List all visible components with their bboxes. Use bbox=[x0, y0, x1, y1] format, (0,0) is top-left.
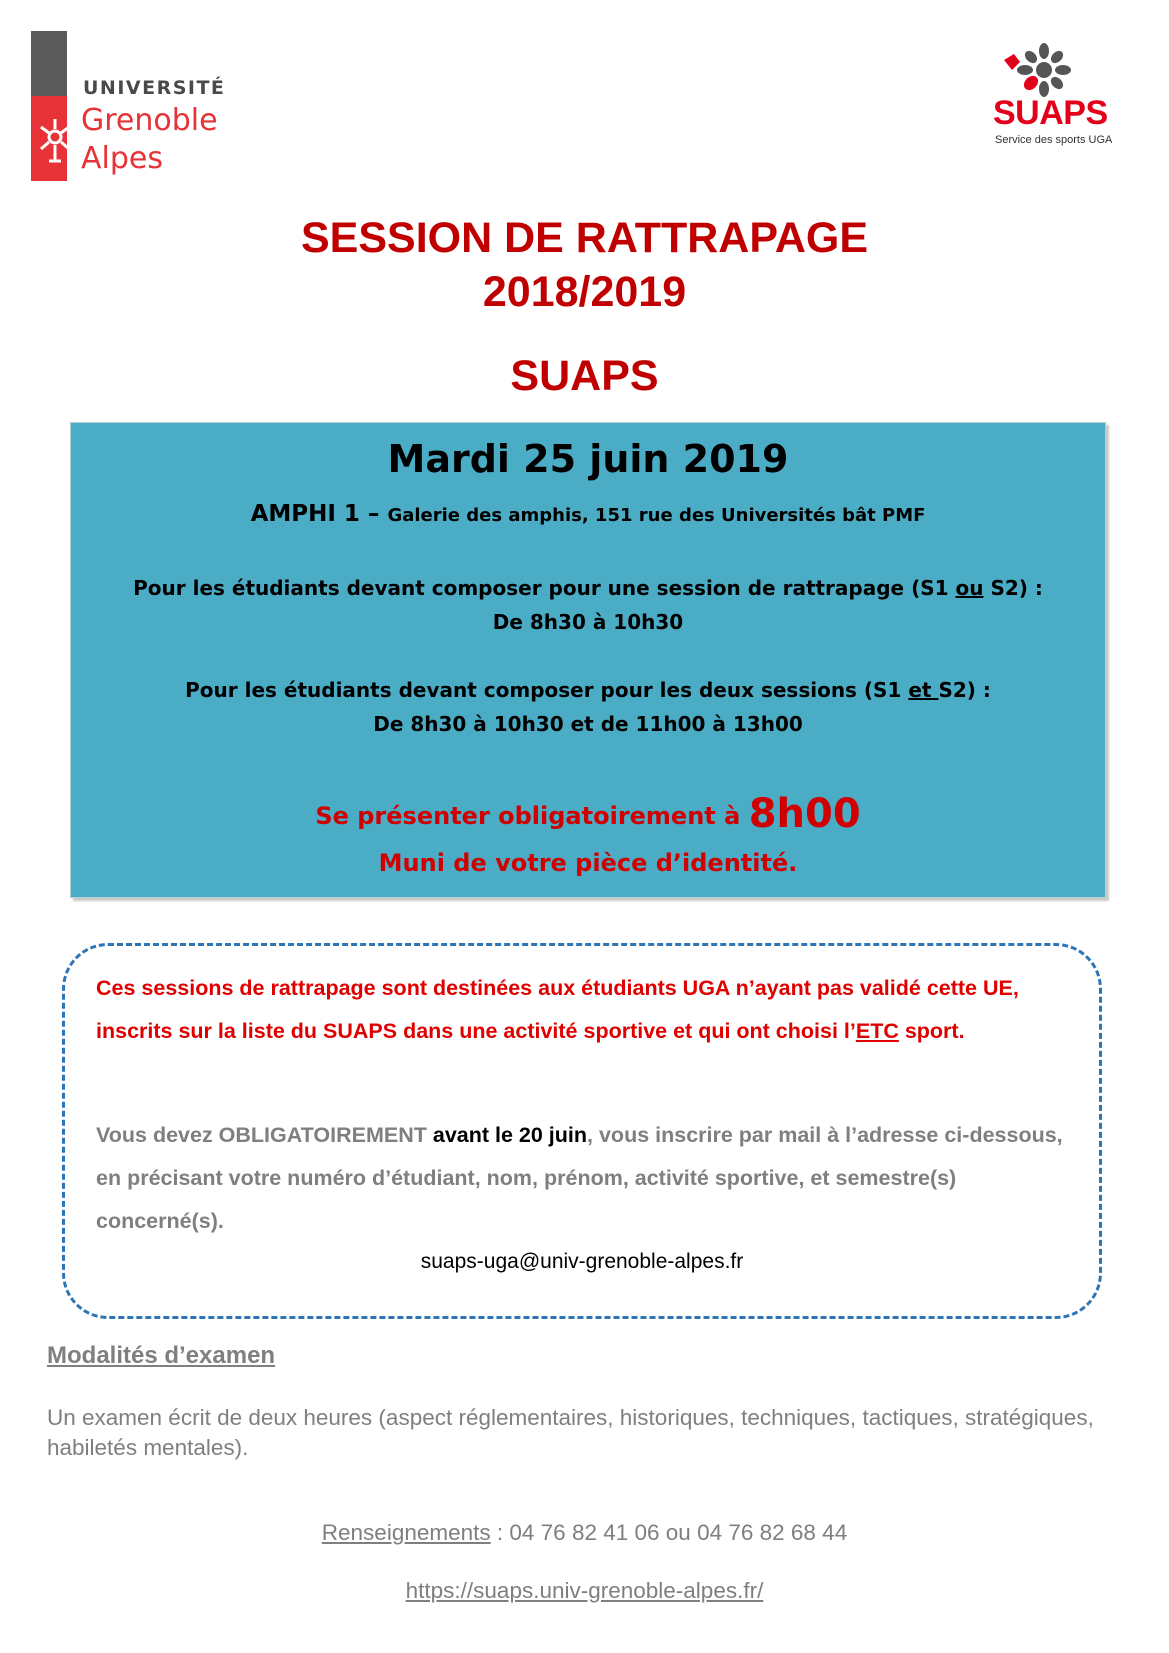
id-notice: Muni de votre pièce d’identité. bbox=[378, 849, 798, 877]
event-venue-label: AMPHI 1 – bbox=[250, 501, 380, 527]
single-session-text-after: S2) : bbox=[983, 576, 1043, 600]
page-title-organizer: SUAPS bbox=[510, 352, 659, 400]
suaps-flower-icon bbox=[1000, 40, 1078, 100]
registration-paragraph bbox=[96, 1114, 1081, 1243]
suaps-logo-subtitle: Service des sports UGA bbox=[995, 134, 1113, 146]
uga-logo-line1: UNIVERSITÉ bbox=[83, 77, 226, 99]
contact-phone-numbers: : 04 76 82 41 06 ou 04 76 82 68 44 bbox=[490, 1520, 848, 1545]
double-session-audience bbox=[71, 678, 1105, 702]
double-session-text-after: S2) : bbox=[938, 678, 991, 702]
eligibility-paragraph bbox=[96, 967, 1081, 1053]
double-session-text-before: Pour les étudiants devant composer pour les deux sessions (S1 bbox=[185, 678, 909, 702]
eligibility-text-end: sport bbox=[898, 1019, 959, 1043]
single-session-text-before: Pour les étudiants devant composer pour une session de rattrapage (S1 bbox=[133, 576, 956, 600]
website-link[interactable]: https://suaps.univ-grenoble-alpes.fr/ bbox=[405, 1578, 764, 1603]
event-venue bbox=[71, 501, 1105, 527]
contact-info-label[interactable]: Renseignements bbox=[321, 1520, 491, 1545]
page-title: SESSION DE RATTRAPAGE bbox=[300, 214, 869, 262]
registration-notice-box bbox=[62, 943, 1102, 1319]
single-session-hours: De 8h30 à 10h30 bbox=[492, 610, 684, 634]
contact-info bbox=[0, 1520, 1169, 1546]
arrival-notice bbox=[71, 791, 1105, 837]
uga-logo bbox=[31, 31, 231, 181]
double-session-emphasis: et bbox=[908, 678, 939, 702]
uga-logo-line3: Alpes bbox=[81, 141, 163, 176]
contact-email[interactable]: suaps-uga@univ-grenoble-alpes.fr bbox=[420, 1250, 744, 1273]
registration-deadline: avant le 20 juin bbox=[432, 1123, 588, 1147]
event-info-box bbox=[70, 422, 1106, 898]
page-title-year: 2018/2019 bbox=[482, 268, 687, 316]
uga-flower-icon bbox=[35, 115, 75, 165]
etc-link[interactable]: ETC bbox=[855, 1019, 899, 1043]
single-session-audience bbox=[71, 576, 1105, 600]
arrival-text: Se présenter obligatoirement à bbox=[315, 802, 749, 830]
registration-text-start: Vous devez OBLIGATOIREMENT bbox=[96, 1123, 433, 1147]
uga-logo-grey-bar bbox=[31, 31, 67, 96]
exam-description: Un examen écrit de deux heures (aspect réglementaires, historiques, techniques, tactiques, stratégiques, habiletés mentales). bbox=[47, 1405, 1094, 1460]
single-session-emphasis: ou bbox=[955, 576, 984, 600]
exam-section-title: Modalités d’examen bbox=[47, 1342, 276, 1369]
arrival-time: 8h00 bbox=[748, 791, 861, 837]
suaps-logo bbox=[988, 40, 1128, 150]
registration-text-end: , vous inscrire par mail à l’adresse ci-dessous, en précisant votre numéro d’étudiant, nom, prénom, activité sportive, et semestre(s) concerné(s). bbox=[96, 1123, 1063, 1233]
suaps-logo-name: SUAPS bbox=[993, 94, 1108, 132]
eligibility-text: Ces sessions de rattrapage sont destinées aux étudiants UGA n’ayant pas validé cette UE, inscrits sur la liste du SUAPS dans une activité sportive et qui ont choisi l’ bbox=[96, 976, 1019, 1043]
event-date: Mardi 25 juin 2019 bbox=[387, 437, 789, 481]
event-venue-address: Galerie des amphis, 151 rue des Universités bât PMF bbox=[387, 505, 926, 526]
double-session-hours: De 8h30 à 10h30 et de 11h00 à 13h00 bbox=[373, 712, 803, 736]
uga-logo-line2: Grenoble bbox=[81, 103, 218, 138]
eligibility-period: . bbox=[958, 1019, 965, 1043]
